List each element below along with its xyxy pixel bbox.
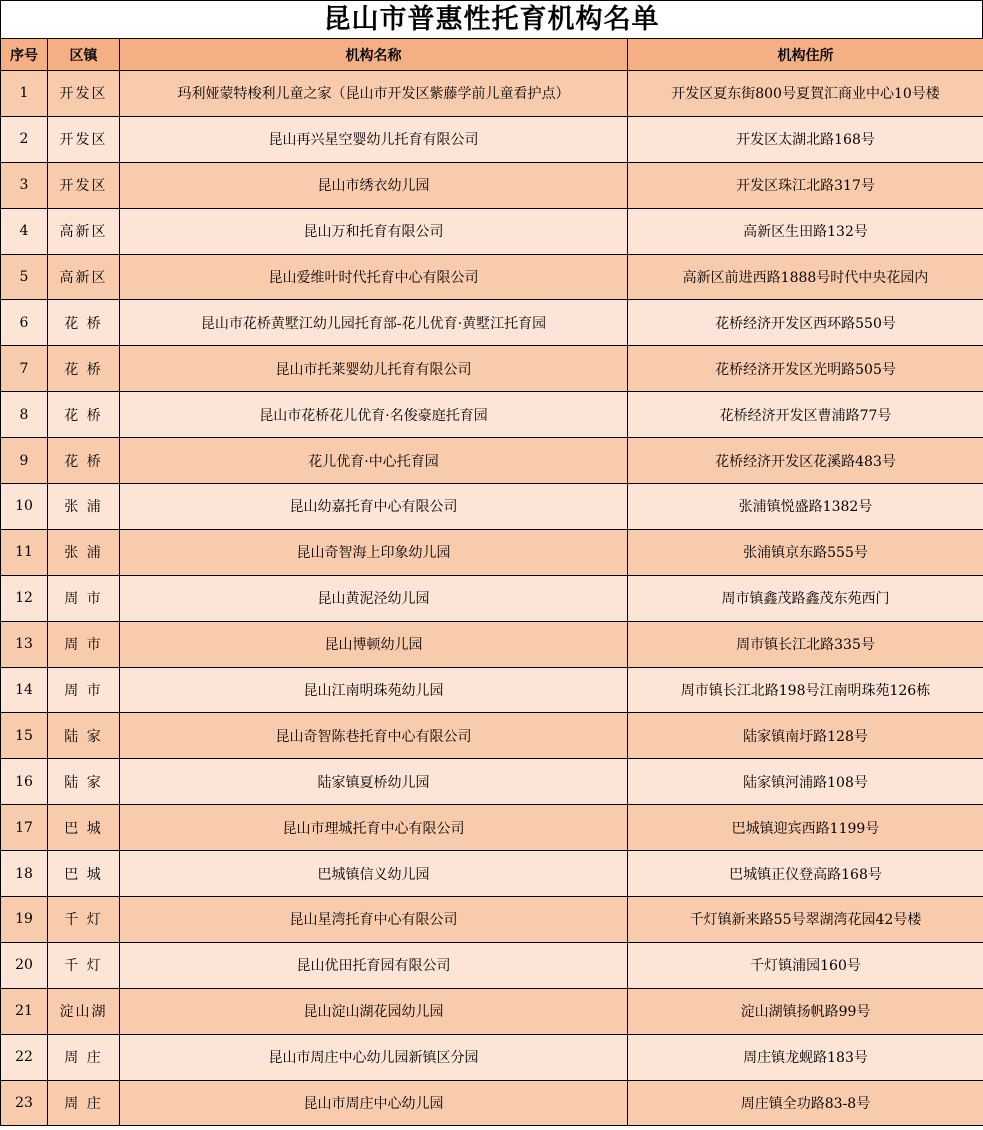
cell-address: 花桥经济开发区花溪路483号 [628,438,983,484]
cell-address: 淀山湖镇扬帆路99号 [628,988,983,1034]
cell-name: 昆山江南明珠苑幼儿园 [120,667,628,713]
table-row [1,713,983,759]
cell-address: 花桥经济开发区西环路550号 [628,300,983,346]
cell-index: 13 [1,621,48,667]
cell-index: 11 [1,529,48,575]
table-row [1,988,983,1034]
cell-address: 周庄镇龙蚬路183号 [628,1034,983,1080]
cell-address: 高新区前进西路1888号时代中央花园内 [628,254,983,300]
cell-name: 陆家镇夏桥幼儿园 [120,759,628,805]
cell-name: 昆山淀山湖花园幼儿园 [120,988,628,1034]
cell-address: 千灯镇浦园160号 [628,942,983,988]
table-row [1,529,983,575]
cell-name: 昆山市托莱婴幼儿托育有限公司 [120,346,628,392]
table-row [1,162,983,208]
cell-district: 张 浦 [48,529,120,575]
cell-district: 开发区 [48,71,120,117]
table-header-row [1,39,983,71]
cell-name: 昆山市花桥黄墅江幼儿园托育部-花儿优育·黄墅江托育园 [120,300,628,346]
header-address: 机构住所 [628,39,983,71]
cell-index: 21 [1,988,48,1034]
cell-district: 周 庄 [48,1080,120,1126]
table-row [1,300,983,346]
page-title: 昆山市普惠性托育机构名单 [0,0,983,38]
cell-index: 2 [1,116,48,162]
table-row [1,254,983,300]
table-row [1,759,983,805]
cell-index: 3 [1,162,48,208]
header-district: 区镇 [48,39,120,71]
cell-index: 18 [1,851,48,897]
cell-address: 周市镇长江北路335号 [628,621,983,667]
table-row [1,1034,983,1080]
cell-district: 花 桥 [48,392,120,438]
cell-address: 陆家镇河浦路108号 [628,759,983,805]
cell-index: 15 [1,713,48,759]
table-body [1,71,983,1126]
cell-district: 陆 家 [48,759,120,805]
cell-district: 千 灯 [48,942,120,988]
cell-name: 昆山再兴星空婴幼儿托育有限公司 [120,116,628,162]
cell-name: 昆山市花桥花儿优育·名俊豪庭托育园 [120,392,628,438]
cell-index: 7 [1,346,48,392]
table-row [1,942,983,988]
cell-district: 周 庄 [48,1034,120,1080]
table-row [1,621,983,667]
cell-name: 巴城镇信义幼儿园 [120,851,628,897]
cell-district: 巴 城 [48,805,120,851]
cell-index: 22 [1,1034,48,1080]
cell-name: 昆山星湾托育中心有限公司 [120,897,628,943]
cell-address: 张浦镇京东路555号 [628,529,983,575]
cell-name: 昆山博顿幼儿园 [120,621,628,667]
cell-name: 玛利娅蒙特梭利儿童之家（昆山市开发区紫藤学前儿童看护点） [120,71,628,117]
cell-name: 昆山市周庄中心幼儿园 [120,1080,628,1126]
cell-index: 4 [1,208,48,254]
table-row [1,484,983,530]
cell-district: 淀山湖 [48,988,120,1034]
cell-name: 昆山市绣衣幼儿园 [120,162,628,208]
cell-district: 千 灯 [48,897,120,943]
cell-district: 高新区 [48,254,120,300]
cell-address: 周庄镇全功路83-8号 [628,1080,983,1126]
cell-district: 开发区 [48,162,120,208]
cell-address: 张浦镇悦盛路1382号 [628,484,983,530]
table-row [1,851,983,897]
cell-address: 周市镇鑫茂路鑫茂东苑西门 [628,575,983,621]
cell-address: 开发区夏东街800号夏賀汇商业中心10号楼 [628,71,983,117]
cell-district: 高新区 [48,208,120,254]
cell-index: 12 [1,575,48,621]
cell-district: 周 市 [48,621,120,667]
cell-address: 周市镇长江北路198号江南明珠苑126栋 [628,667,983,713]
cell-district: 花 桥 [48,300,120,346]
cell-name: 昆山爱维叶时代托育中心有限公司 [120,254,628,300]
cell-address: 开发区太湖北路168号 [628,116,983,162]
cell-index: 19 [1,897,48,943]
cell-district: 张 浦 [48,484,120,530]
cell-address: 千灯镇新来路55号翠湖湾花园42号楼 [628,897,983,943]
table-row [1,438,983,484]
cell-index: 20 [1,942,48,988]
cell-address: 花桥经济开发区曹浦路77号 [628,392,983,438]
cell-index: 1 [1,71,48,117]
cell-index: 8 [1,392,48,438]
cell-index: 9 [1,438,48,484]
table-row [1,667,983,713]
cell-district: 周 市 [48,667,120,713]
cell-name: 花儿优育·中心托育园 [120,438,628,484]
cell-name: 昆山万和托育有限公司 [120,208,628,254]
cell-address: 巴城镇迎宾西路1199号 [628,805,983,851]
table-row [1,575,983,621]
cell-address: 花桥经济开发区光明路505号 [628,346,983,392]
cell-district: 周 市 [48,575,120,621]
cell-district: 陆 家 [48,713,120,759]
cell-index: 14 [1,667,48,713]
cell-district: 花 桥 [48,438,120,484]
header-index: 序号 [1,39,48,71]
institution-table [0,38,983,1126]
table-row [1,208,983,254]
cell-index: 10 [1,484,48,530]
cell-index: 23 [1,1080,48,1126]
cell-name: 昆山幼嘉托育中心有限公司 [120,484,628,530]
table-row [1,71,983,117]
cell-name: 昆山市周庄中心幼儿园新镇区分园 [120,1034,628,1080]
table-row [1,1080,983,1126]
cell-name: 昆山黄泥泾幼儿园 [120,575,628,621]
header-name: 机构名称 [120,39,628,71]
table-row [1,897,983,943]
cell-index: 6 [1,300,48,346]
cell-district: 开发区 [48,116,120,162]
cell-name: 昆山市理城托育中心有限公司 [120,805,628,851]
cell-address: 高新区生田路132号 [628,208,983,254]
table-row [1,805,983,851]
cell-district: 花 桥 [48,346,120,392]
table-row [1,116,983,162]
cell-address: 陆家镇南圩路128号 [628,713,983,759]
cell-name: 昆山优田托育园有限公司 [120,942,628,988]
cell-address: 开发区珠江北路317号 [628,162,983,208]
cell-index: 17 [1,805,48,851]
cell-name: 昆山奇智陈巷托育中心有限公司 [120,713,628,759]
cell-index: 16 [1,759,48,805]
cell-district: 巴 城 [48,851,120,897]
cell-address: 巴城镇正仪登高路168号 [628,851,983,897]
cell-name: 昆山奇智海上印象幼儿园 [120,529,628,575]
table-row [1,346,983,392]
cell-index: 5 [1,254,48,300]
table-row [1,392,983,438]
